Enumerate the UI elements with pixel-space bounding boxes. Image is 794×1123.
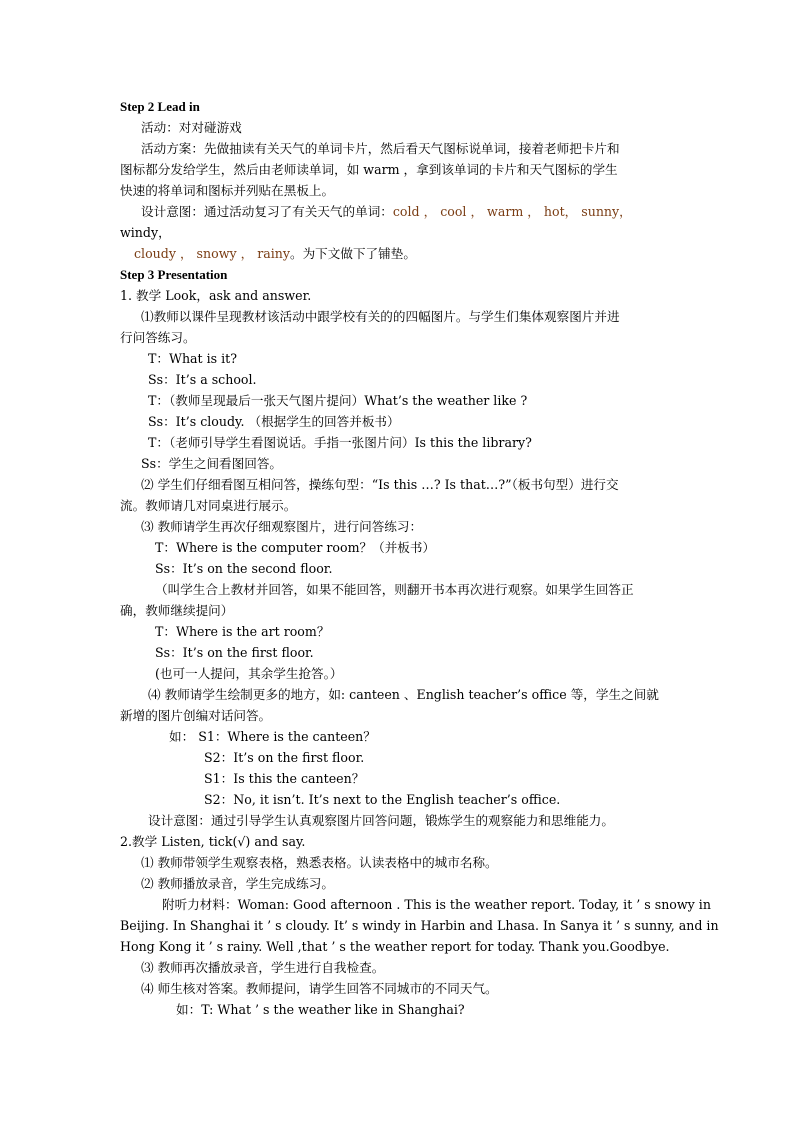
activity-plan-line1: 活动方案：先做抽读有关天气的单词卡片，然后看天气图标说单词，接着老师把卡片和: [141, 141, 620, 156]
design-intent-2: 设计意图：通过引导学生认真观察图片回答问题，锻炼学生的观察能力和思维能力。: [148, 813, 614, 828]
item-1-line2: 行问答练习。: [120, 330, 196, 345]
design-intent-line1: [141, 202, 632, 222]
example-dialog-line: S1：Is this the canteen？: [204, 771, 365, 786]
design-intent-end: 。为下文做下了铺垫。: [289, 246, 416, 261]
example-question: 如：T: What ’ s the weather like in Shanghai?: [176, 1002, 465, 1017]
dialog-line: T：What is it?: [148, 351, 237, 366]
item-2-line2: 流。教师请几对同桌进行展示。: [120, 498, 297, 513]
listen-step-3: ⑶ 教师再次播放录音，学生进行自我检查。: [141, 960, 385, 975]
dialog-line: T：Where is the computer room？（并板书）: [155, 540, 436, 555]
example-dialog-line: S2：No, it isn’t. It’s next to the English teacher’s office.: [204, 792, 561, 807]
listening-script-line3: Hong Kong it ’ s rainy. Well ,that ’ s the weather report for today. Thank you.Goodbye.: [120, 939, 670, 954]
dialog-line: Ss：It’s a school.: [148, 372, 257, 387]
activity-plan-line2: 图标都分发给学生，然后由老师读单词，如 warm ，拿到该单词的卡片和天气图标的学生: [120, 162, 618, 177]
heading-step3: Step 3 Presentation: [120, 267, 228, 282]
item-2-line1: ⑵ 学生们仔细看图互相问答，操练句型：“Is this …? Is that…?”（板书句型）进行交: [141, 477, 619, 492]
weather-words-2: cloudy ， snowy ， rainy: [134, 246, 290, 261]
listen-step-2: ⑵ 教师播放录音，学生完成练习。: [141, 876, 334, 891]
section-2-title: 2.教学 Listen, tick(√) and say.: [120, 834, 306, 849]
dialog-line: Ss：It’s on the first floor.: [155, 645, 314, 660]
listening-script-line2: Beijing. In Shanghai it ’ s cloudy. It’ s windy in Harbin and Lhasa. In Sanya it ’ s sunny, and in: [120, 918, 719, 933]
section-1-title: 1. 教学 Look，ask and answer.: [120, 288, 312, 303]
note-line2: 确，教师继续提问）: [120, 603, 234, 618]
weather-words-1: cold ， cool ， warm ， hot， sunny，: [392, 204, 632, 219]
item-1-line1: ⑴教师以课件呈现教材该活动中跟学校有关的的四幅图片。与学生们集体观察图片并进: [141, 309, 620, 324]
heading-step2: Step 2 Lead in: [120, 99, 200, 114]
dialog-line: T：（教师呈现最后一张天气图片提问）What’s the weather like ?: [148, 393, 528, 408]
listening-script-line1: 附听力材料：Woman: Good afternoon . This is the weather report. Today, it ’ s snowy in: [162, 897, 711, 912]
design-intent-line2: windy，: [120, 225, 171, 240]
listen-step-4: ⑷ 师生核对答案。教师提问，请学生回答不同城市的不同天气。: [141, 981, 498, 996]
example-dialog-line: S2：It’s on the first floor.: [204, 750, 365, 765]
dialog-line: T：（老师引导学生看图说话。手指一张图片问）Is this the library?: [148, 435, 532, 450]
item-3-line1: ⑶ 教师请学生再次仔细观察图片，进行问答练习：: [141, 519, 423, 534]
dialog-line: Ss：It’s cloudy. （根据学生的回答并板书）: [148, 414, 400, 429]
design-intent-line3: [134, 244, 416, 264]
note-line1: （叫学生合上教材并回答，如果不能回答，则翻开书本再次进行观察。如果学生回答正: [155, 582, 634, 597]
listen-step-1: ⑴ 教师带领学生观察表格，熟悉表格。认读表格中的城市名称。: [141, 855, 498, 870]
activity-name: 活动：对对碰游戏: [141, 120, 242, 135]
item-4-line1: ⑷ 教师请学生绘制更多的地方，如: canteen 、English teacher’s office 等，学生之间就: [148, 687, 659, 702]
item-4-line2: 新增的图片创编对话问答。: [120, 708, 272, 723]
note-line: (也可一人提问，其余学生抢答。）: [155, 666, 343, 681]
dialog-line: Ss：学生之间看图回答。: [141, 456, 283, 471]
design-intent-label: 设计意图：通过活动复习了有关天气的单词：: [141, 204, 393, 219]
dialog-line: T：Where is the art room？: [155, 624, 330, 639]
dialog-line: Ss：It’s on the second floor.: [155, 561, 333, 576]
activity-plan-line3: 快速的将单词和图标并列贴在黑板上。: [120, 183, 335, 198]
example-dialog-line: 如： S1：Where is the canteen？: [169, 729, 376, 744]
